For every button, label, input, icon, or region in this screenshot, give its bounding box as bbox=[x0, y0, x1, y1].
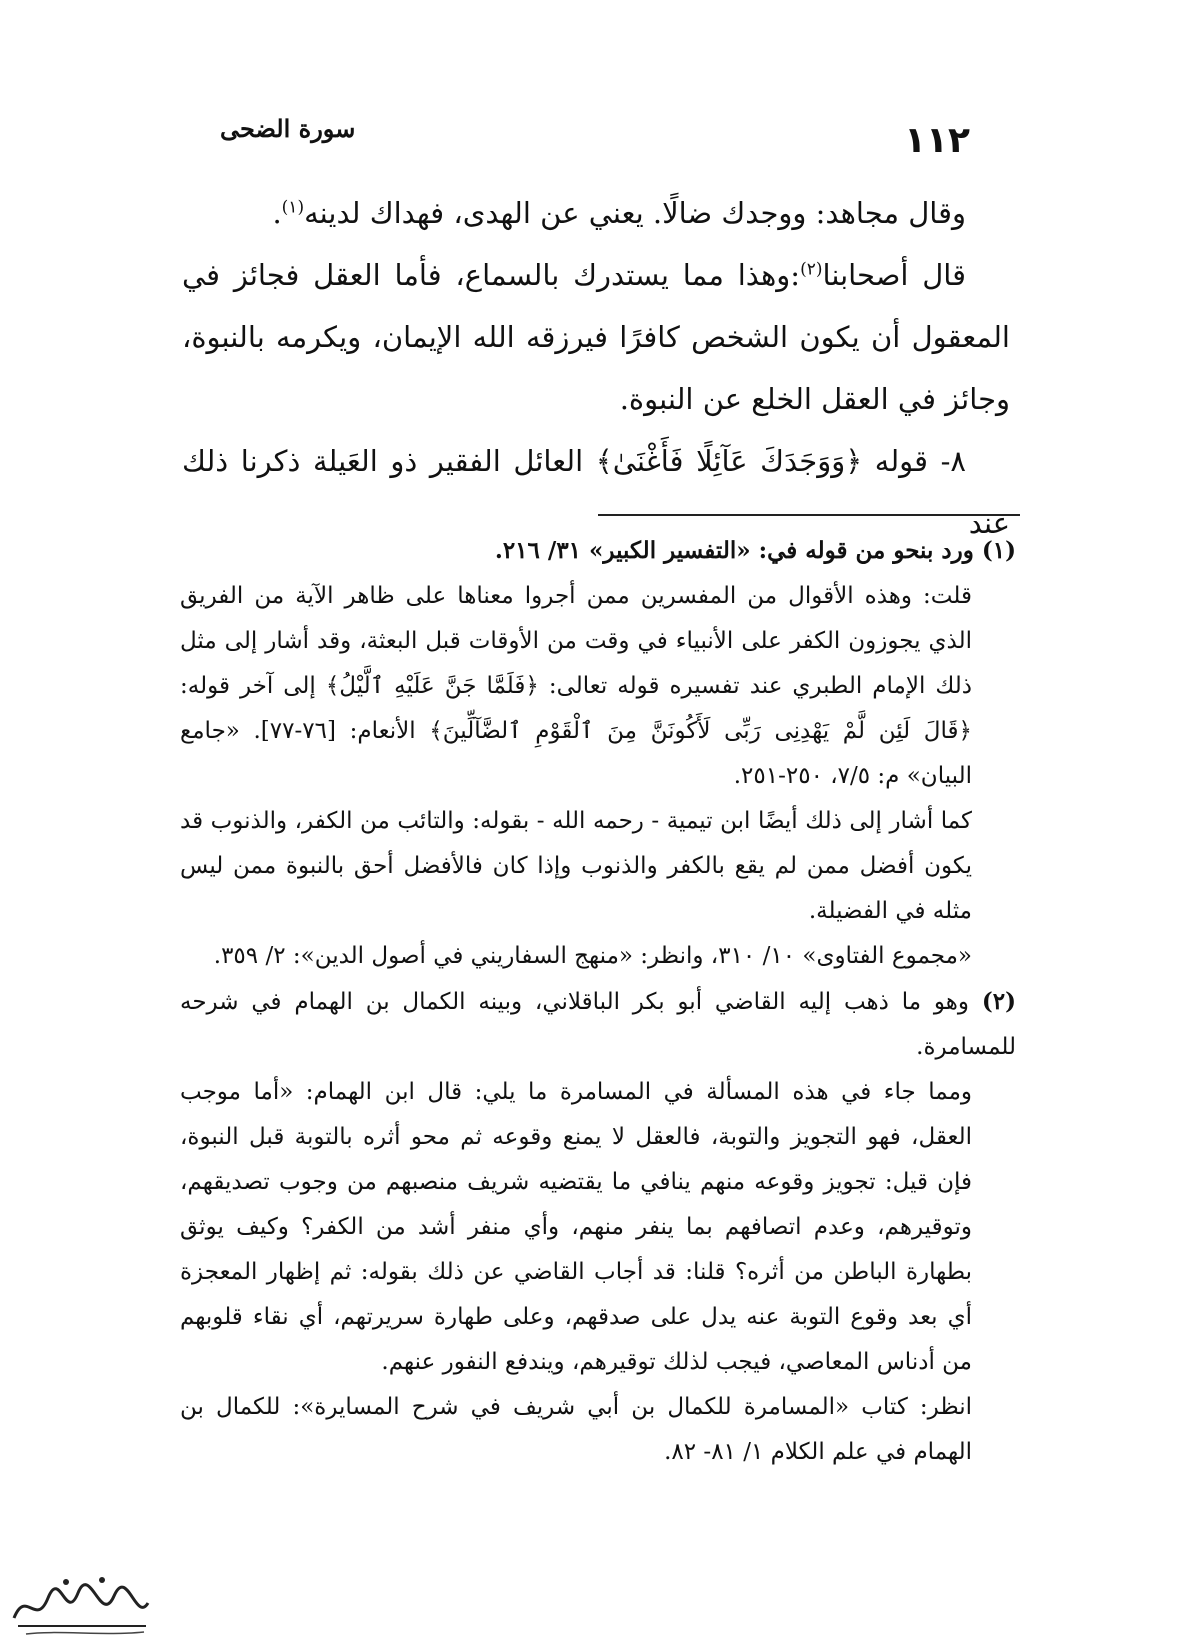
footnote-1 bbox=[180, 528, 1016, 574]
footnotes bbox=[180, 528, 1016, 1475]
footnote-text: إلى آخر قوله: bbox=[180, 673, 326, 699]
quran-verse: ﴿قَالَ لَئِن لَّمْ يَهْدِنِى رَبِّى لَأَكُونَنَّ مِنَ ٱلْقَوْمِ ٱلضَّآلِّينَ﴾ bbox=[429, 718, 972, 744]
paragraph-text: قال أصحابنا bbox=[822, 258, 966, 292]
main-text bbox=[182, 182, 1010, 554]
page-header bbox=[200, 110, 990, 160]
paragraph-text-rest: :وهذا مما يستدرك بالسماع، فأما العقل فجائز في المعقول أن يكون الشخص كافرًا فيرزقه الله الإيمان، ويكرمه بالنبوة، وجائز في العقل الخلع عن النبوة. bbox=[182, 258, 1010, 416]
footnote-ref-2: (٢) bbox=[800, 259, 823, 280]
paragraph-text: وقال مجاهد: ووجدك ضالًا. يعني عن الهدى، فهداك لدينه bbox=[304, 196, 966, 230]
footnote-2-paragraph-2: ومما جاء في هذه المسألة في المسامرة ما يلي: قال ابن الهمام: «أما موجب العقل، فهو التجويز والتوبة، فالعقل لا يمنع وقوعه ثم محو أثره بالتوبة قبل النبوة، فإن قيل: تجويز وقوعه منهم ينافي ما يقتضيه شريف منصبهم من وجوب تصديقهم، وتوقيرهم، وعدم اتصافهم بما ينفر منهم، وأي منفر أشد من الكفر؟ وكيف يوثق بطهارة الباطن من أثره؟ قلنا: قد أجاب القاضي عن ذلك بقوله: ثم إظهار المعجزة أي بعد وقوع التوبة عنه يدل على صدقهم، وعلى طهارة سريرتهم، أي نقاء قلوبهم من أدناس المعاصي، فيجب لذلك توقيرهم، ويندفع النفور عنهم. bbox=[180, 1079, 972, 1375]
quran-verse: ﴿فَلَمَّا جَنَّ عَلَيْهِ ٱلَّيْلُ﴾ bbox=[325, 673, 539, 699]
paragraph-mujahid bbox=[182, 182, 1010, 244]
quran-verse: ﴿وَوَجَدَكَ عَآئِلًا فَأَغْنَىٰ﴾ bbox=[595, 444, 863, 478]
footnote-2-paragraph-3: انظر: كتاب «المسامرة للكمال بن أبي شريف في شرح المسايرة»: للكمال بن الهمام في علم الكلام ١/ ٨١- ٨٢. bbox=[180, 1394, 972, 1465]
footnote-number: (١) bbox=[981, 537, 1016, 564]
footnote-number: (٢) bbox=[981, 988, 1016, 1015]
footnote-ref-1: (١) bbox=[281, 197, 305, 218]
running-title: سورة الضحى bbox=[220, 114, 356, 143]
footnote-text: ورد بنحو من قوله في: «التفسير الكبير» ٣١/ ٢١٦. bbox=[494, 537, 982, 564]
footnote-1-paragraph-4: «مجموع الفتاوى» ١٠/ ٣١٠، وانظر: «منهج السفاريني في أصول الدين»: ٢/ ٣٥٩. bbox=[213, 943, 972, 969]
paragraph-text: العائل الفقير ذو العَيلة ذكرنا ذلك عند bbox=[182, 444, 1010, 540]
footnote-1-paragraph-3: كما أشار إلى ذلك أيضًا ابن تيمية - رحمه الله - بقوله: والتائب من الكفر، والذنوب قد يكون أفضل ممن لم يقع بالكفر والذنوب وإذا كان فالأفضل أحق بالنبوة ممن ليس مثله في الفضيلة. bbox=[180, 808, 972, 924]
footnote-text: وهو ما ذهب إليه القاضي أبو بكر الباقلاني، وبينه الكمال بن الهمام في شرحه للمسامرة. bbox=[180, 989, 1016, 1060]
footnote-text: الأنعام: [٧٦-٧٧]. «جامع البيان» م: ٧/٥، ٢٥٠-٢٥١. bbox=[180, 718, 972, 789]
page-number: ١١٢ bbox=[904, 120, 970, 161]
paragraph-end: . bbox=[272, 196, 282, 230]
publisher-logo-icon bbox=[6, 1568, 156, 1640]
footnote-text: قلت: وهذه الأقوال من المفسرين ممن أجروا معناها على ظاهر الآية من الفريق الذي يجوزون الكفر على الأنبياء في وقت من الأوقات قبل البعثة، وقد أشار إلى مثل ذلك الإمام الطبري عند تفسيره قوله تعالى: bbox=[180, 583, 973, 699]
footnote-2 bbox=[180, 979, 1016, 1070]
footnote-separator bbox=[598, 514, 1020, 516]
paragraph-ashabuna bbox=[182, 244, 1010, 430]
footnote-1-paragraph-2 bbox=[180, 574, 1016, 799]
verse-number: ٨- قوله bbox=[862, 444, 966, 478]
